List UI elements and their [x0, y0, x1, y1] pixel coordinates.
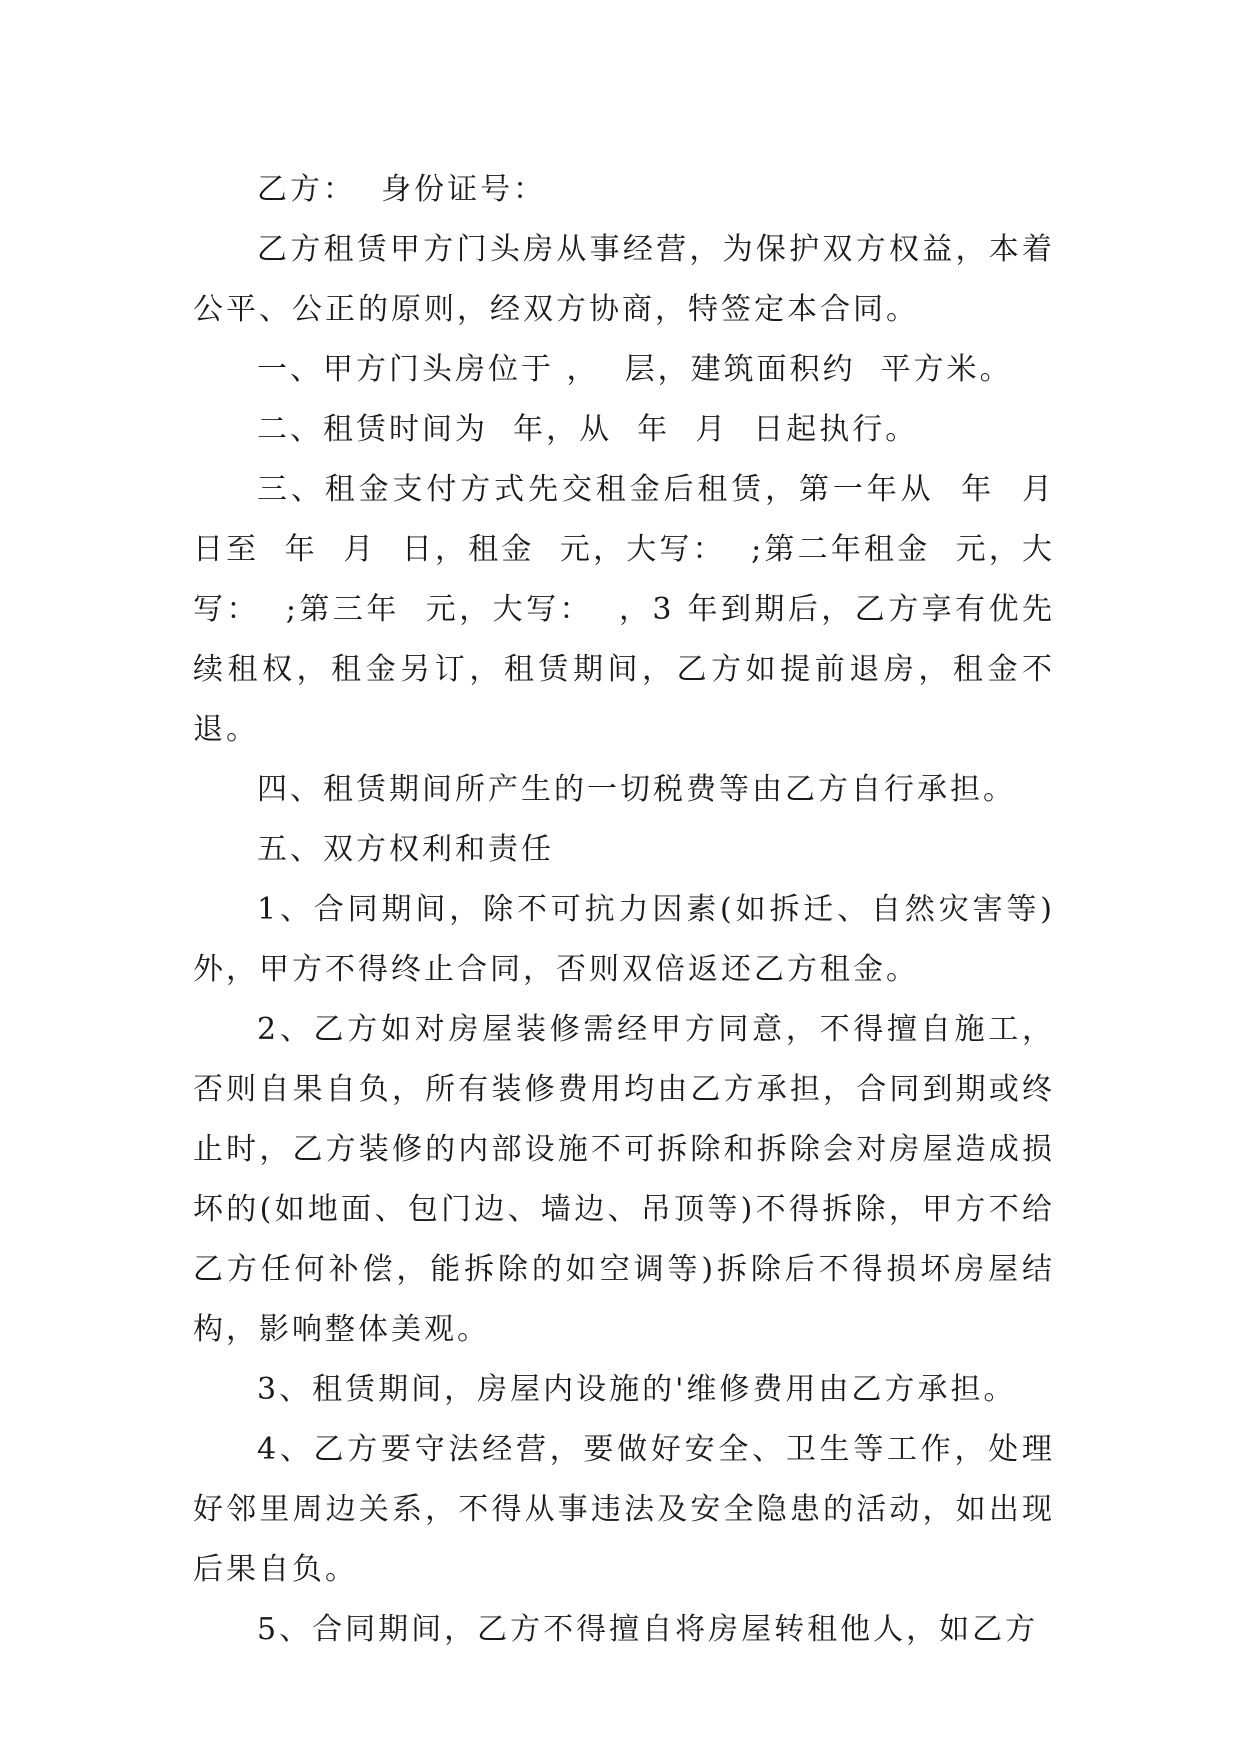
preamble-paragraph: 乙方租赁甲方门头房从事经营，为保护双方权益，本着公平、公正的原则，经双方协商，特签定本合同。 — [193, 232, 1055, 327]
clause-2-term: 二、租赁时间为 年，从 年 月 日起执行。 — [257, 412, 919, 447]
clause-5-item-3: 3、租赁期间，房屋内设施的'维修费用由乙方承担。 — [257, 1372, 1017, 1407]
clause-1-location: 一、甲方门头房位于 ， 层，建筑面积约 平方米。 — [257, 352, 1013, 387]
clause-4-taxes: 四、租赁期间所产生的一切税费等由乙方自行承担。 — [257, 772, 1016, 807]
clause-5-item-2: 2、乙方如对房屋装修需经甲方同意，不得擅自施工，否则自果自负，所有装修费用均由乙方承担，合同到期或终止时，乙方装修的内部设施不可拆除和拆除会对房屋造成损坏的(如地面、包门边、墙边、吊顶等)不得拆除，甲方不给乙方任何补偿，能拆除的如空调等)拆除后不得损坏房屋结构，影响整体美观。 — [193, 1012, 1055, 1347]
clause-5-item-1: 1、合同期间，除不可抗力因素(如拆迁、自然灾害等)外，甲方不得终止合同，否则双倍返还乙方租金。 — [193, 892, 1055, 987]
clause-5-item-5: 5、合同期间，乙方不得擅自将房屋转租他人，如乙方 — [257, 1612, 1039, 1647]
clause-3-payment: 三、租金支付方式先交租金后租赁，第一年从 年 月 日至 年 月 日，租金 元，大写： ;第二年租金 元，大写： ;第三年 元，大写： ，3 年到期后，乙方享有优先续租权，租金另订，租赁期间，乙方如提前退房，租金不退。 — [193, 472, 1081, 747]
clause-5-item-4: 4、乙方要守法经营，要做好安全、卫生等工作，处理好邻里周边关系，不得从事违法及安全隐患的活动，如出现后果自负。 — [193, 1432, 1055, 1587]
party-b-id-line: 乙方： 身份证号： — [257, 172, 547, 207]
document-body — [193, 160, 1081, 1660]
clause-5-heading: 五、双方权利和责任 — [257, 832, 554, 867]
